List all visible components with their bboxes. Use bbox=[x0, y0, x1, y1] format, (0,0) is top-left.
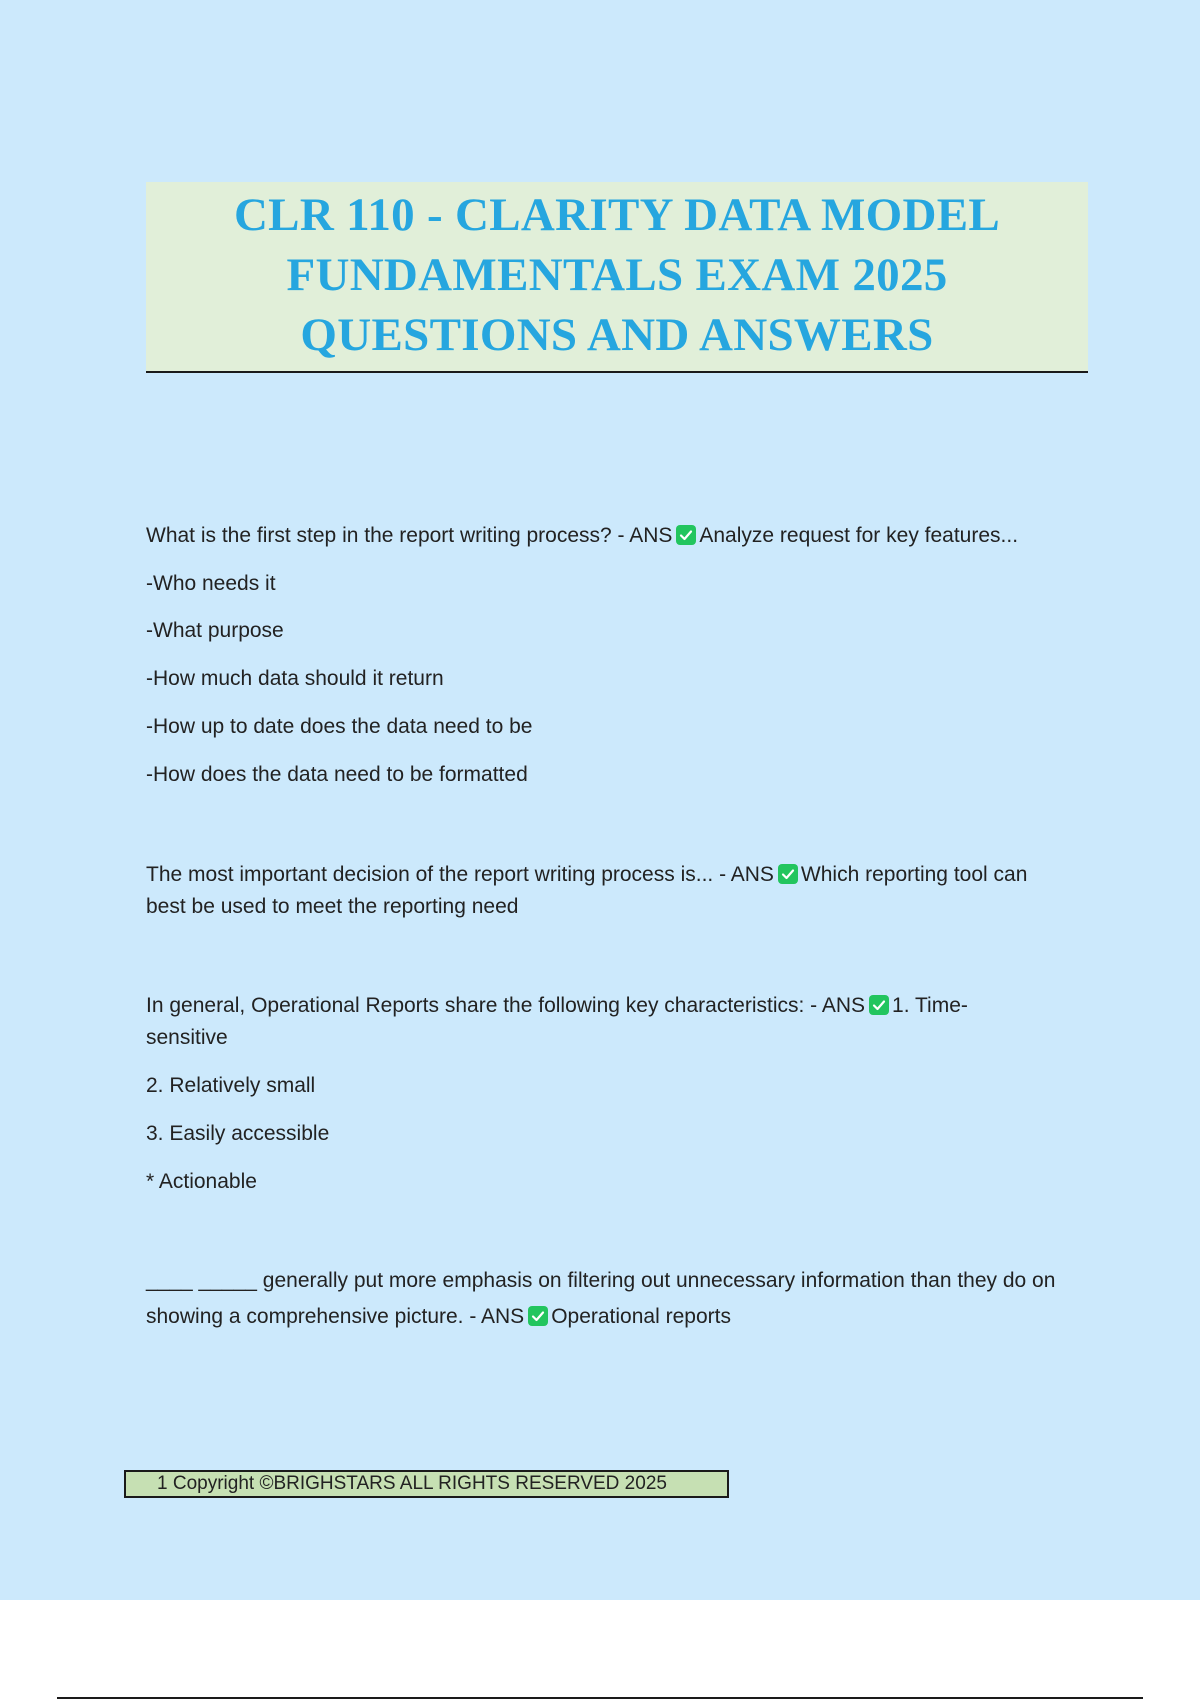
title-banner bbox=[146, 182, 1088, 373]
detail-line: * Actionable bbox=[146, 1170, 257, 1193]
detail-line: 3. Easily accessible bbox=[146, 1122, 330, 1145]
bottom-divider bbox=[57, 1697, 1143, 1699]
title-line-3: QUESTIONS AND ANSWERS bbox=[300, 309, 934, 361]
copyright-footer: 1 Copyright ©BRIGHSTARS ALL RIGHTS RESERVED 2025 bbox=[124, 1470, 729, 1498]
check-mark-icon bbox=[528, 1306, 548, 1326]
check-mark-icon bbox=[778, 864, 798, 884]
answer-text: Analyze request for key features... bbox=[699, 524, 1019, 547]
qa-item-3 bbox=[146, 990, 1031, 1054]
qa-item-2 bbox=[146, 859, 1066, 923]
question-text: The most important decision of the report writing process is... - ANS bbox=[146, 863, 774, 886]
question-text: What is the first step in the report writing process? - ANS bbox=[146, 524, 673, 547]
question-text: In general, Operational Reports share the following key characteristics: - ANS bbox=[146, 994, 866, 1017]
answer-text: 1. Time-sensitive bbox=[146, 994, 968, 1049]
title-line-1: CLR 110 - CLARITY DATA MODEL bbox=[233, 189, 1001, 241]
detail-line: 2. Relatively small bbox=[146, 1074, 316, 1097]
detail-line: -How does the data need to be formatted bbox=[146, 763, 528, 786]
title-line-2: FUNDAMENTALS EXAM 2025 bbox=[286, 249, 948, 301]
detail-line: -What purpose bbox=[146, 619, 284, 642]
check-mark-icon bbox=[676, 525, 696, 545]
answer-text: Which reporting tool can best be used to meet the reporting need bbox=[146, 863, 1028, 918]
question-text: ____ _____ generally put more emphasis on filtering out unnecessary information than they do on showing a comprehensive picture. - ANS bbox=[146, 1269, 1056, 1328]
answer-text: Operational reports bbox=[551, 1305, 731, 1328]
detail-line: -How up to date does the data need to be bbox=[146, 715, 533, 738]
qa-item-1 bbox=[146, 520, 1086, 552]
check-mark-icon bbox=[869, 995, 889, 1015]
detail-line: -Who needs it bbox=[146, 572, 276, 595]
qa-item-4 bbox=[146, 1263, 1091, 1335]
detail-line: -How much data should it return bbox=[146, 667, 444, 690]
